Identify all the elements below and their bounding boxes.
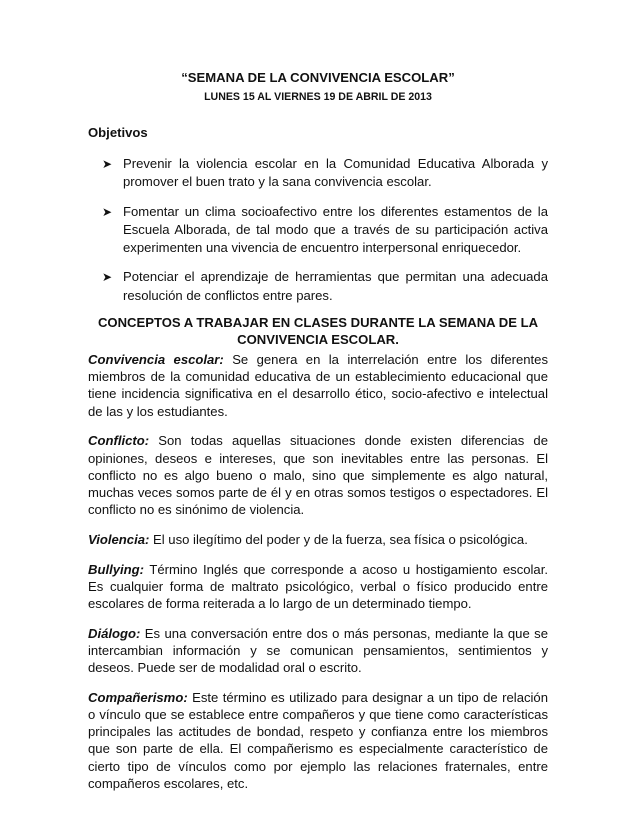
- arrow-bullet-icon: ➤: [102, 204, 113, 219]
- objective-item: [102, 203, 548, 258]
- arrow-bullet-icon: ➤: [102, 157, 113, 171]
- definition-text: Este término es utilizado para designar a un tipo de relación o vínculo que se establece entre compañeros y que tiene como características principales las actitudes de bondad, respeto y confianza entre los miembros que son parte de ella. El compañerismo es especialmente característico de cierto tipo de vínculos como por ejemplo las relaciones fraternales, entre compañeros escolares, etc.: [88, 689, 548, 791]
- arrow-bullet-icon: ➤: [102, 270, 113, 285]
- document-subtitle: LUNES 15 AL VIERNES 19 DE ABRIL DE 2013: [204, 91, 432, 103]
- objectives-list: [102, 155, 548, 316]
- objective-item: [102, 155, 548, 192]
- definition-paragraph: [88, 531, 548, 548]
- concepts-heading: CONCEPTOS A TRABAJAR EN CLASES DURANTE LA SEMANA DE LA CONVIVENCIA ESCOLAR.: [97, 315, 539, 347]
- definition-term: Diálogo:: [88, 625, 141, 641]
- definitions-section: [88, 351, 548, 804]
- definition-term: Bullying:: [88, 561, 145, 577]
- objective-text: Potenciar el aprendizaje de herramientas que permitan una adecuada resolución de conflictos entre pares.: [123, 269, 548, 303]
- objective-item: [102, 268, 548, 305]
- definition-term: Compañerismo:: [88, 689, 188, 705]
- definition-term: Violencia:: [88, 531, 150, 547]
- definition-paragraph: [88, 351, 548, 420]
- objective-text: Fomentar un clima socioafectivo entre los diferentes estamentos de la Escuela Alborada, de tal modo que a través de su participación activa experimenten una vivencia de encuentro interpersonal enriquecedor.: [123, 203, 548, 256]
- definition-term: Conflicto:: [88, 433, 150, 449]
- definition-text: Es una conversación entre dos o más personas, mediante la que se intercambian información y se comunican pensamientos, sentimientos y deseos. Puede ser de modalidad oral o escrito.: [88, 625, 548, 676]
- objectives-heading: Objetivos: [88, 125, 148, 140]
- definition-text: Se genera en la interrelación entre los diferentes miembros de la comunidad educativa de un establecimiento educacional que tiene incidencia significativa en el desarrollo ético, socio-afectivo e intelectual de las y los estudiantes.: [88, 352, 549, 419]
- definition-text: El uso ilegítimo del poder y de la fuerza, sea física o psicológica.: [149, 531, 528, 547]
- definition-paragraph: [88, 432, 548, 518]
- definition-text: Son todas aquellas situaciones donde existen diferencias de opiniones, deseos e intereses, que son inevitables entre las personas. El conflicto no es algo bueno o malo, sino que simplemente es algo natural, muchas veces somos parte de él y en otras somos testigos o espectadores. El conflicto no es sinónimo de violencia.: [88, 433, 548, 518]
- definition-text: Término Inglés que corresponde a acoso u hostigamiento escolar. Es cualquier forma de maltrato psicológico, verbal o físico producido entre escolares de forma reiterada a lo largo de un determinado tiempo.: [88, 561, 548, 611]
- definition-paragraph: [88, 561, 548, 613]
- objective-text: Prevenir la violencia escolar en la Comunidad Educativa Alborada y promover el buen trato y la sana convivencia escolar.: [123, 156, 548, 190]
- definition-paragraph: [88, 689, 548, 792]
- definition-term: Convivencia escolar:: [88, 352, 224, 367]
- definition-paragraph: [88, 625, 548, 677]
- document-title: “SEMANA DE LA CONVIVENCIA ESCOLAR”: [181, 70, 455, 85]
